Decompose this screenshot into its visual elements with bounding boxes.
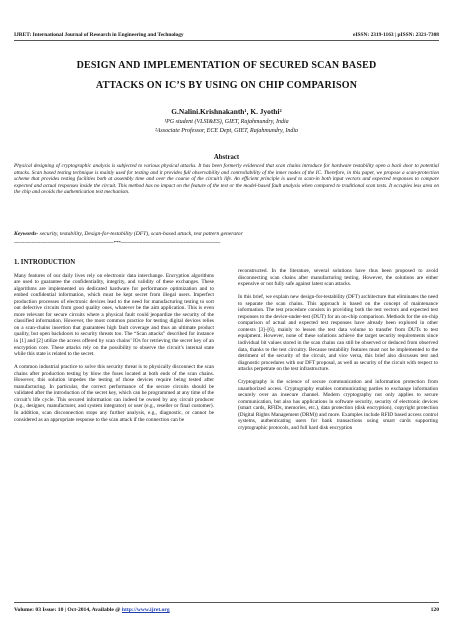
- page-number: 120: [430, 607, 439, 613]
- paragraph: A common industrial practice to solve this security threat is to physically disconnect the scan chains after production testing by blow the fuses located at both ends of the scan chains. However, this solution impedes the testing of those devices require being tested after manufacturing. In particular, the correct performance of the secure circuits should be validated after the introduction of the secret key, which can be programmed at any time of the circuit’s life cycle. This secured information can indeed be owned by any circuit producer (e.g., designer, manufacturer, and system integrator) or user (e.g., reseller or final customer). In addition, scan disconnection stops any further analysis, e.g., diagnostic, or cannot be considered as an appropriate response to the scan attack if the connection can be: [14, 364, 214, 423]
- keywords: [14, 231, 439, 237]
- section-separator: --------------------------------------------------------------------***--------------------------------------------------------------------: [14, 241, 221, 246]
- footer-volume: [14, 607, 170, 613]
- keywords-label: Keywords-: [14, 231, 39, 237]
- paragraph: In this brief, we explain new design-for-testability (DFT) architecture that eliminates the need to separate the scan chains. This approach is based on the concept of maintenance information. The test procedure consists in providing both the test vectors and expected test responses to the device-under-test (DUT) for an on-chip comparison. Methods for the on-chip comparison of actual and expected test responses have already been explored in other contexts [3]–[6], mainly to lessen the test data volume to transfer from DUTs to test equipment. However, none of these solutions achieve the target security requirements since individual bit values stored in the scan chains can still be observed or deduced from observed data, thanks to the test circuitry. Because testability features must not be implemented to the detriment of the security of the circuit, and vice versa, this brief also discusses test and diagnostic procedures with our DFT proposal, as well as security of the circuit with respect to attacks perpetrate on the test infrastructure.: [238, 294, 438, 373]
- journal-url-link[interactable]: http://www.ijret.org: [121, 607, 170, 613]
- header-divider: [14, 40, 439, 41]
- affiliation-1: ¹PG student (VLSI&ES), GIET, Rajahmundry, India: [164, 119, 289, 125]
- page-footer: [14, 607, 439, 613]
- journal-name: IJRET: International Journal of Research in Engineering and Technology: [14, 32, 184, 38]
- keywords-text: security, testability, Design-for-testability (DFT), scan-based attack, test pattern generator: [38, 231, 243, 237]
- issn-info: eISSN: 2319-1163 | pISSN: 2321-7308: [353, 32, 439, 38]
- paragraph: Cryptography is the science of secure communication and information protection from unauthorized access. Cryptography enables communicating parties to exchange information securely over an insecure channel. Modern cryptography not only applies to secure communication, but also has applications in software security, security of electronic devices (smart cards, RFIDs, memories, etc.), data protection (disk encryption), copyright protection (Digital Rights Management (DRM)) and more. Examples include RFID based access control systems, authenticating users for bank transactions using smart cards supporting cryptographic protocols, and full hard disk encryption: [238, 379, 438, 432]
- right-column: [238, 268, 438, 438]
- left-column: [14, 260, 214, 430]
- volume-info: Volume: 03 Issue: 10 | Oct-2014, Available @: [14, 607, 122, 613]
- footer-divider: [14, 602, 439, 603]
- abstract-heading: Abstract: [213, 154, 240, 161]
- affiliation-2: ²Associate Professor, ECE Dept, GIET, Rajahmundry, India: [154, 128, 299, 134]
- paper-title: [30, 56, 423, 96]
- title-line-1: DESIGN AND IMPLEMENTATION OF SECURED SCAN BASED: [76, 60, 377, 71]
- paragraph: Many features of our daily lives rely on electronic data interchange. Encryption algorithms are used to guarantee the confidentiality, integrity, and validity of these exchanges. These algorithms are implemented on dedicated hardware for performance optimization and to embed confidential information, which must be kept secret from illegal users. Imperfect production processes of electronic devices lead to the need for manufacturing testing to sort out defective circuits from good quality ones, whatever be the aim application. This is even more relevant for secure circuits where a physical fault could jeopardize the security of the classified information. However, the most common practice for testing digital devices relies on a scan-chains insertion that guarantees high fault coverage and thus an ultimate product quality, but open backdoors to security threats too. The “Scan attacks” described for instance in [1] and [2] utilize the access offered by scan chains’ IOs for retrieving the secret key of an encryption core. These attacks rely on the possibility to observe the circuit’s internal state while this state is related to the secret.: [14, 272, 214, 358]
- abstract-text: Physical designing of cryptographic analysis is subjected to various physical attacks. It has been formerly evidenced that scan chains introduce for hardware testability open a back door to potential attacks. Scan based testing technique is mainly used for testing and it provides full observability and controllability of the inner nodes of the IC. Therefore, in this paper, we propose a scan-protection scheme that provides testing facilities both at assembly time and over the course of the circuit’s life. An efficient principle is used to scan-in both input vectors and expected responses to compare expected and actual responses inside the circuit. This method has no impact on the feature of the test or the model-based fault analysis when compared to traditional scan tests. It occupies less area on the chip and avoids the authentication test mechanism.: [14, 163, 439, 196]
- journal-header: [14, 26, 439, 38]
- paragraph: reconstructed. In the literature, several solutions have thus been proposed to avoid disconnecting scan chains after manufacturing testing. However, the solutions are either expensive or not fully safe against latest scan attacks.: [238, 268, 438, 288]
- authors: G.Nalini.Krishnakanth¹, K. Jyothi²: [171, 107, 282, 116]
- title-line-2: ATTACKS ON IC’S BY USING ON CHIP COMPARISON: [95, 80, 358, 91]
- section-heading-introduction: 1. INTRODUCTION: [14, 259, 76, 266]
